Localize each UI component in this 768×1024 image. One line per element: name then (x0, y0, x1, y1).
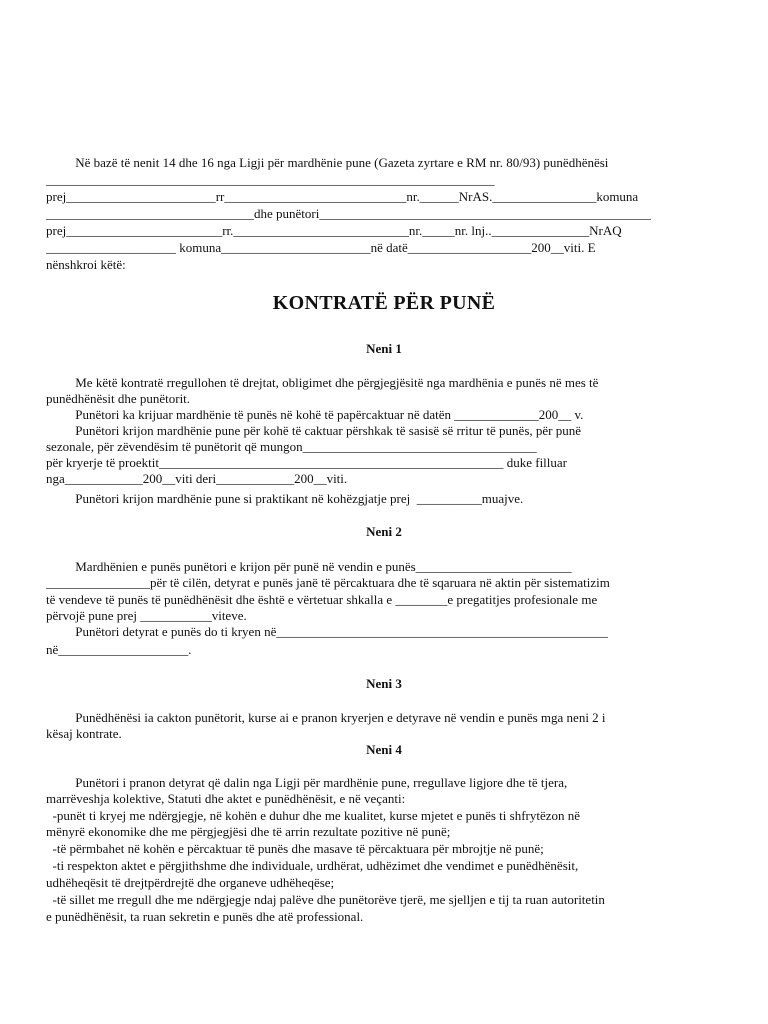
article-line: -punët ti kryej me ndërgjegje, në kohën e duhur dhe me kualitet, kurse mjetet e punës ti shfrytëzon në (46, 808, 581, 823)
article-line: Punëtori i pranon detyrat që dalin nga Ligji për mardhënie pune, rregullave ligjore dhe të tjera, (46, 775, 568, 790)
article-line: marrëveshja kolektive, Statuti dhe aktet e punëdhënësit, e në veçanti: (46, 791, 406, 806)
article-line: për kryerje të proektit_____________________________________________________ duke filluar (46, 455, 568, 470)
article-line: udhëheqësit të drejtpërdrejtë dhe organeve udhëheqëse; (46, 875, 335, 890)
header-line: _____________________________________________________________________ (46, 172, 495, 187)
article-line: të vendeve të punës të punëdhënësit dhe është e vërtetuar shkalla e ________e pregatitjes profesionale me (46, 592, 598, 607)
article-line: Me këtë kontratë rregullohen të drejtat, obligimet dhe përgjegjësitë nga mardhënia e punës në mes të (46, 375, 599, 390)
article-line: Punëtori krijon mardhënie pune si praktikant në kohëzgjatje prej __________muajve. (46, 491, 524, 506)
article-heading: Neni 4 (366, 742, 402, 757)
article-line: kësaj kontrate. (46, 726, 122, 741)
article-line: Mardhënien e punës punëtori e krijon për punë në vendin e punës________________________ (46, 559, 572, 574)
article-line: sezonale, për zëvendësim të punëtorit që mungon____________________________________ (46, 439, 537, 454)
header-line: prej_______________________rr____________________________nr.______NrAS.________________komuna (46, 189, 639, 204)
article-line: Punëtori detyrat e punës do ti kryen në___________________________________________________ (46, 624, 608, 639)
header-line: nënshkroi këtë: (46, 257, 126, 272)
article-line: në____________________. (46, 642, 192, 657)
article-line: ________________për të cilën, detyrat e punës janë të përcaktuara dhe të sqaruara në aktin për sistematizim (46, 575, 610, 590)
article-line: Punëdhënësi ia cakton punëtorit, kurse ai e pranon kryerjen e detyrave në vendin e punës mga neni 2 i (46, 710, 606, 725)
article-line: -të përmbahet në kohën e përcaktuar të punës dhe masave të përcaktuara për mbrojtje në punë; (46, 841, 544, 856)
article-heading: Neni 2 (366, 524, 402, 539)
article-line: punëdhënësit dhe punëtorit. (46, 391, 191, 406)
article-line: mënyrë ekonomike dhe me përgjegjësi dhe të arrin rezultate pozitive në punë; (46, 824, 451, 839)
article-line: e punëdhënësit, ta ruan sekretin e punës dhe atë professional. (46, 909, 364, 924)
article-heading: Neni 3 (366, 676, 402, 691)
header-line: ________________________________dhe punëtori___________________________________________________ (46, 206, 651, 221)
article-line: përvojë pune prej ___________vitevе. (46, 608, 247, 623)
document-title: KONTRATË PËR PUNË (272, 292, 496, 314)
article-line: -ti respekton aktet e përgjithshme dhe individuale, urdhërat, udhëzimet dhe vendimet e punëdhënësit, (46, 858, 579, 873)
article-line: Punëtori krijon mardhënie pune për kohë të caktuar përshkak të sasisë së rritur të punës, për punë (46, 423, 581, 438)
header-line: Në bazë të nenit 14 dhe 16 nga Ligji për mardhënie pune (Gazeta zyrtare e RM nr. 80/93) punëdhënësi (46, 155, 609, 170)
header-line: prej________________________rr.___________________________nr._____nr. lnj.._______________NrAQ (46, 223, 622, 238)
article-line: nga____________200__viti deri____________200__viti. (46, 471, 348, 486)
header-line: ____________________ komuna_______________________në datë___________________200__viti. E (46, 240, 596, 255)
article-heading: Neni 1 (366, 341, 402, 356)
article-line: Punëtori ka krijuar mardhënie të punës në kohë të papërcaktuar në datën _____________200__ v. (46, 407, 584, 422)
article-line: -të sillet me rregull dhe me ndërgjegje ndaj palëve dhe punëtorëve tjerë, me sjelljen e tij ta ruan autoritetin (46, 892, 605, 907)
